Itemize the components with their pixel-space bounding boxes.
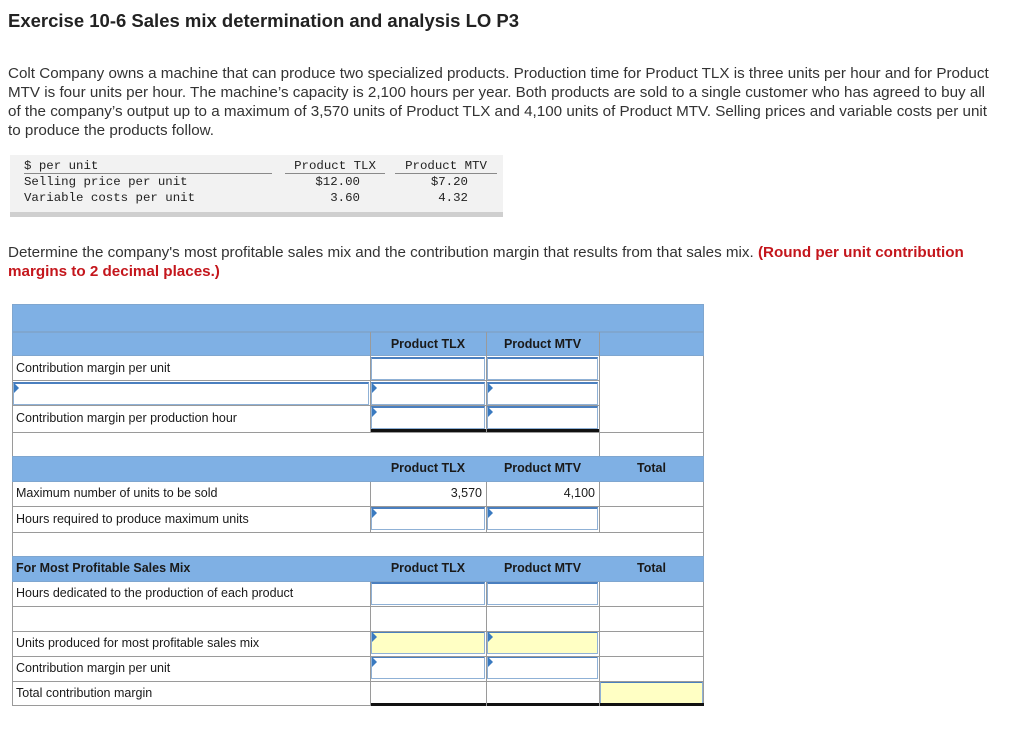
grid-line xyxy=(12,631,704,632)
row-label-total-cm: Total contribution margin xyxy=(16,686,153,700)
question-main: Determine the company's most profitable sales mix and the contribution margin that results from that sales mix. xyxy=(8,244,754,261)
grid-line xyxy=(599,332,600,456)
input-marker-icon xyxy=(372,508,377,518)
grid-line xyxy=(12,532,704,533)
answer-table xyxy=(12,304,704,706)
grid-line xyxy=(370,482,371,532)
input-row2-tlx[interactable] xyxy=(371,382,485,405)
grid-line xyxy=(486,482,487,532)
row-label-cm-per-hour: Contribution margin per production hour xyxy=(16,411,237,425)
row-label-hours-dedicated: Hours dedicated to the production of each product xyxy=(16,586,294,600)
exercise-title: Exercise 10-6 Sales mix determination and analysis LO P3 xyxy=(8,10,520,31)
given-header-label: $ per unit xyxy=(24,159,272,174)
input-cm-unit-tlx[interactable] xyxy=(371,357,485,380)
input-marker-icon xyxy=(488,383,493,393)
grid-line xyxy=(486,332,487,432)
input-hours-required-mtv[interactable] xyxy=(487,507,598,530)
row-label-max-units: Maximum number of units to be sold xyxy=(16,486,218,500)
input-marker-icon xyxy=(372,407,377,417)
total-rule xyxy=(370,703,704,706)
input-units-produced-tlx[interactable] xyxy=(371,631,485,654)
input-row-label-blank[interactable] xyxy=(13,382,369,405)
input-hours-required-tlx[interactable] xyxy=(371,507,485,530)
problem-text: Colt Company owns a machine that can produce two specialized products. Production time for Product TLX is three units per hour and for Product MTV is four units per hour. The machine’s capacity is 2,100 hours per year. Both products are sold to a single customer who has agreed to buy all of the company’s output up to a maximum of 3,570 units of Product TLX and 4,100 units of Product MTV. Selling prices and variable costs per unit to produce the products follow. xyxy=(8,65,989,139)
input-marker-icon xyxy=(488,632,493,642)
input-total-cm[interactable] xyxy=(600,681,703,704)
given-data-table xyxy=(10,155,503,217)
grid-line xyxy=(12,506,704,507)
grid-line xyxy=(486,582,487,706)
input-hours-dedicated-mtv[interactable] xyxy=(487,582,598,605)
col-header-total: Total xyxy=(637,461,666,475)
col-header-mtv: Product MTV xyxy=(503,561,582,575)
input-marker-icon xyxy=(488,407,493,417)
input-cm-unit-2-mtv[interactable] xyxy=(487,656,598,679)
header-band-top xyxy=(12,304,704,332)
input-hours-dedicated-tlx[interactable] xyxy=(371,582,485,605)
row-label-cm-per-unit-2: Contribution margin per unit xyxy=(16,661,171,675)
input-row2-mtv[interactable] xyxy=(487,382,598,405)
header-band-section1 xyxy=(12,332,704,356)
grid-line xyxy=(12,606,704,607)
col-header-mtv: Product MTV xyxy=(503,337,582,351)
input-marker-icon xyxy=(372,383,377,393)
grid-line xyxy=(370,332,371,432)
grid-line xyxy=(599,582,600,706)
row-label-units-produced: Units produced for most profitable sales mix xyxy=(16,636,260,650)
question-text xyxy=(8,243,998,281)
row-label-cm-per-unit: Contribution margin per unit xyxy=(16,361,171,375)
input-cm-hour-mtv[interactable] xyxy=(487,406,598,429)
given-col-mtv: Product MTV xyxy=(395,159,497,174)
max-units-tlx: 3,570 xyxy=(450,486,482,500)
given-value: 3.60 xyxy=(330,191,360,205)
grid-line xyxy=(12,432,704,433)
section-label-most-profitable: For Most Profitable Sales Mix xyxy=(16,561,191,575)
input-cm-unit-2-tlx[interactable] xyxy=(371,656,485,679)
col-header-tlx: Product TLX xyxy=(390,561,466,575)
given-value: 4.32 xyxy=(438,191,468,205)
given-col-tlx: Product TLX xyxy=(285,159,385,174)
row-label-hours-required: Hours required to produce maximum units xyxy=(16,512,249,526)
given-row-label: Variable costs per unit xyxy=(24,191,196,205)
input-cm-unit-mtv[interactable] xyxy=(487,357,598,380)
input-marker-icon xyxy=(14,383,19,393)
col-header-tlx: Product TLX xyxy=(390,337,466,351)
grid-line xyxy=(12,380,599,381)
input-cm-hour-tlx[interactable] xyxy=(371,406,485,429)
grid-line xyxy=(12,405,599,406)
input-marker-icon xyxy=(488,508,493,518)
max-units-mtv: 4,100 xyxy=(563,486,595,500)
grid-line xyxy=(599,482,600,532)
col-header-total: Total xyxy=(637,561,666,575)
given-value: $12.00 xyxy=(315,175,360,189)
input-units-produced-mtv[interactable] xyxy=(487,631,598,654)
input-marker-icon xyxy=(372,632,377,642)
given-value: $7.20 xyxy=(430,175,468,189)
col-header-tlx: Product TLX xyxy=(390,461,466,475)
rounding-note: (Round per unit contribution margins to 2 decimal places.) xyxy=(8,244,964,280)
col-header-mtv: Product MTV xyxy=(503,461,582,475)
input-marker-icon xyxy=(488,657,493,667)
grid-line xyxy=(12,681,704,682)
grid-line xyxy=(12,656,704,657)
input-marker-icon xyxy=(372,657,377,667)
grid-line xyxy=(370,582,371,706)
given-row-label: Selling price per unit xyxy=(24,175,188,189)
